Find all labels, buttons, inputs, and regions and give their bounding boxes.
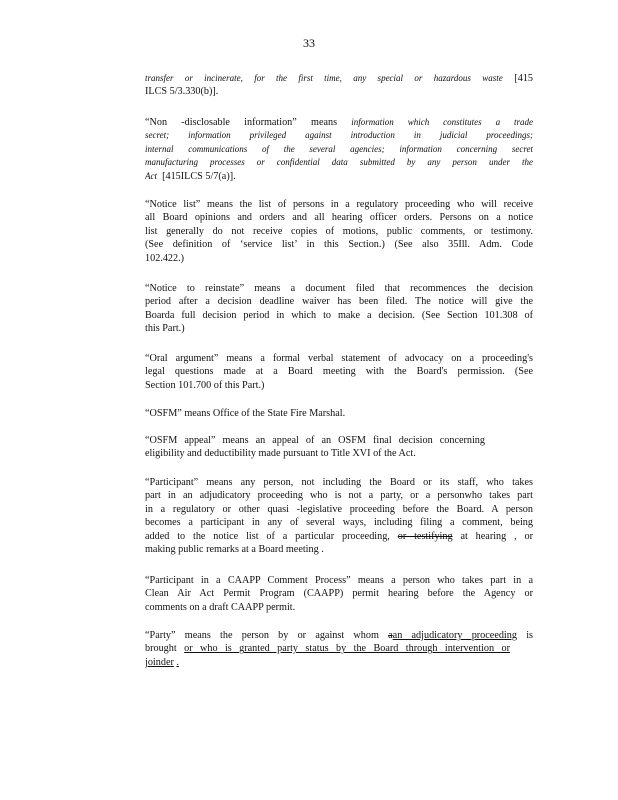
struck-text: a: [388, 630, 393, 641]
definition-notice-list: [145, 198, 533, 265]
paragraph-text: “OSFM” means Office of the State Fire Marshal.: [145, 408, 346, 419]
paragraph-text: eligibility and deductibility made pursuant to Title XVI of the Act.: [145, 448, 416, 460]
paragraph-text: comments on a draft CAAPP permit.: [145, 601, 296, 613]
definition-notice-to-reinstate: [145, 282, 533, 336]
paragraph-text: “Notice to reinstate” means a document filed that recommences the decision: [145, 283, 533, 294]
paragraph-text: ILCS 5/3.330(b)].: [145, 86, 219, 98]
paragraph-text: in a regulatory or other quasi -legislative proceeding before the Board. A person: [145, 503, 533, 515]
paragraph-text: “Notice list” means the list of persons in a regulatory proceeding who will receive: [145, 199, 533, 210]
paragraph-text: brought: [145, 643, 177, 655]
paragraph-text: 102.422.): [145, 252, 185, 264]
paragraph-text: Clean Air Act Permit Program (CAAPP) permit hearing before the Agency or: [145, 588, 533, 600]
paragraph-text: “Participant” means any person, not including the Board or its staff, who takes: [145, 477, 533, 488]
page-number: 33: [303, 36, 315, 50]
paragraph-text: list generally do not receive copies of motions, public comments, or testimony.: [145, 225, 533, 237]
paragraph-hazardous-waste-continuation: [145, 72, 533, 99]
paragraph-text: .: [176, 656, 179, 668]
paragraph-text: internal communications of the several agencies; information concerning secret: [145, 143, 533, 154]
inserted-text: or who is granted party status by the Board through intervention or: [184, 643, 510, 655]
paragraph-text: making public remarks at a Board meeting .: [145, 544, 324, 556]
paragraph-text: Boarda full decision period in which to make a decision. (See Section 101.308 of: [145, 309, 533, 321]
citation: [415: [514, 73, 533, 84]
struck-text: or testifying: [397, 530, 453, 542]
definition-osfm: [145, 407, 533, 420]
definition-osfm-appeal: [145, 434, 485, 461]
definition-oral-argument: [145, 352, 533, 392]
paragraph-text: is: [526, 630, 533, 641]
paragraph-text: “Party” means the person by or against whom: [145, 630, 379, 641]
definition-participant: [145, 476, 533, 556]
definition-party: [145, 629, 533, 669]
paragraph-text: part in an adjudicatory proceeding who is not a party, or a personwho takes part: [145, 490, 533, 502]
paragraph-text: information which constitutes a trade: [351, 117, 533, 127]
paragraph-text: transfer or incinerate, for the first time, any special or hazardous waste: [145, 73, 503, 83]
paragraph-text: at hearing , or: [460, 530, 533, 542]
defined-term: “Non -disclosable information” means: [145, 117, 338, 128]
paragraph-text: legal questions made at a Board meeting with the Board's permission. (See: [145, 366, 533, 378]
paragraph-text: “OSFM appeal” means an appeal of an OSFM final decision concerning: [145, 435, 485, 446]
paragraph-text: this Part.): [145, 323, 185, 335]
paragraph-text: period after a decision deadline waiver has been filed. The notice will give the: [145, 296, 533, 308]
citation: [415ILCS 5/7(a)].: [162, 170, 236, 182]
paragraph-text: Section 101.700 of this Part.): [145, 379, 265, 391]
inserted-text: joinder: [145, 656, 174, 668]
inserted-text: an adjudicatory proceeding: [392, 630, 517, 641]
paragraph-text: secret; information privileged against introduction in judicial proceedings;: [145, 130, 533, 141]
paragraph-text: (See definition of ‘service list’ in this Section.) (See also 35Ill. Adm. Code: [145, 239, 533, 251]
paragraph-text: becomes a participant in any of several ways, including filing a comment, being: [145, 517, 533, 529]
paragraph-text: added to the notice list of a particular proceeding,: [145, 530, 390, 542]
paragraph-text: “Participant in a CAAPP Comment Process” means a person who takes part in a: [145, 575, 533, 586]
definition-participant-caapp: [145, 574, 533, 614]
paragraph-text: Act: [145, 170, 157, 181]
definition-non-disclosable-information: [145, 116, 533, 183]
paragraph-text: “Oral argument” means a formal verbal statement of advocacy on a proceeding's: [145, 353, 533, 364]
paragraph-text: manufacturing processes or confidential data submitted by any person under the: [145, 157, 533, 168]
paragraph-text: all Board opinions and orders and all hearing officer orders. Persons on a notice: [145, 212, 533, 224]
